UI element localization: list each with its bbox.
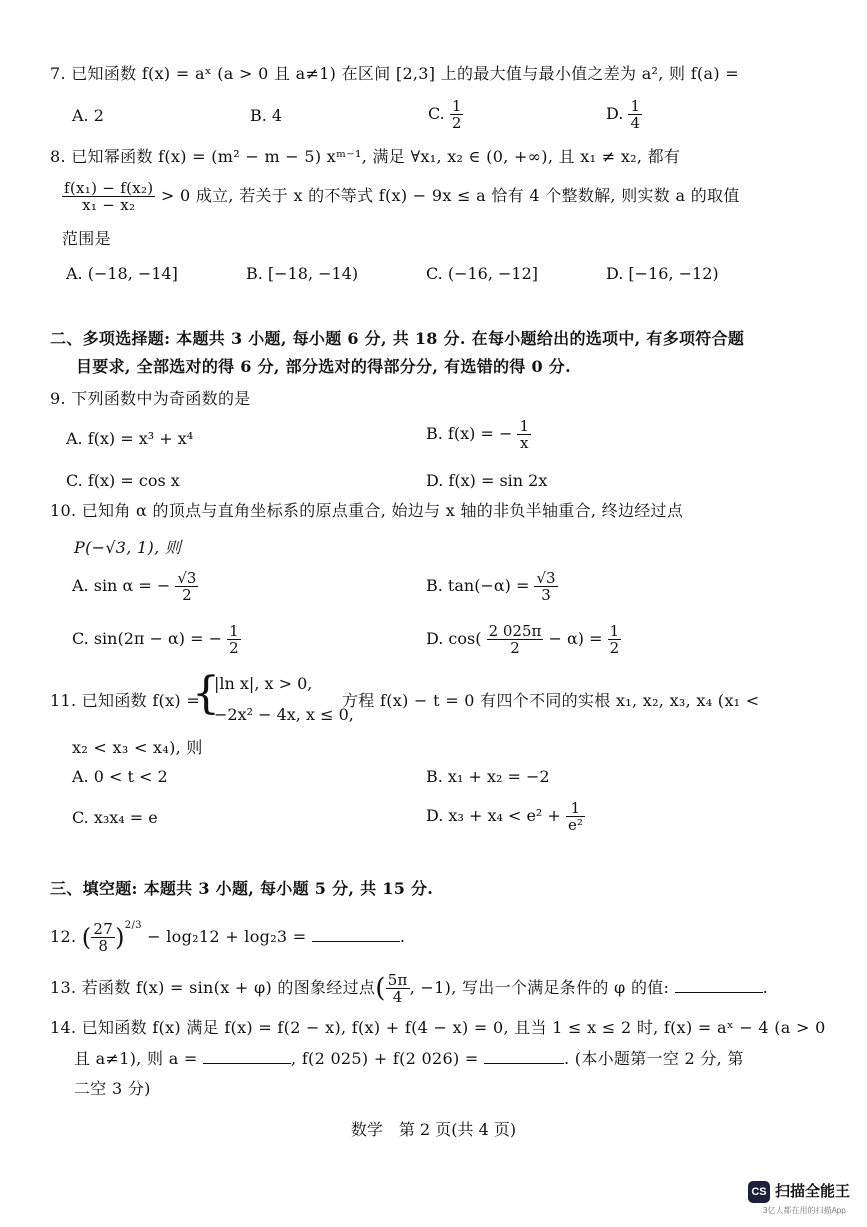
q9-option-d: D. f(x) = sin 2x: [426, 471, 548, 490]
q10-option-b-fraction: [534, 570, 557, 603]
fraction-denominator: 2: [451, 114, 462, 132]
q8-line-3: 范围是: [62, 229, 111, 248]
fraction-denominator: 3: [541, 586, 551, 604]
q9-option-b-prefix: B. f(x) = −: [426, 424, 513, 443]
watermark-name: 扫描全能王: [775, 1183, 851, 1200]
q14-line-3: 二空 3 分): [74, 1079, 151, 1098]
fraction-numerator: 2 025π: [488, 622, 542, 640]
q10-option-d-prefix: D. cos(: [426, 629, 482, 648]
q10-option-b: [426, 570, 558, 603]
q10-option-d-fraction-1: [487, 623, 544, 656]
section-3-heading: 三、填空题: 本题共 3 小题, 每小题 5 分, 共 15 分.: [50, 879, 434, 898]
fraction-denominator: 8: [98, 937, 109, 955]
q9-option-c: C. f(x) = cos x: [66, 471, 180, 490]
fraction-denominator: 2: [609, 639, 620, 657]
q10-line-2: P(−√3, 1), 则: [74, 538, 182, 557]
q11-case-1: |ln x|, x > 0,: [214, 674, 313, 693]
q14-line-2-a: 且 a≠1), 则 a =: [74, 1049, 198, 1068]
fraction-denominator: 2: [510, 639, 520, 657]
q7-option-c-fraction: [450, 98, 464, 131]
fraction-numerator: 1: [519, 417, 529, 435]
q11-option-d: [426, 800, 585, 833]
q8-option-c: C. (−16, −12]: [426, 264, 539, 283]
fraction-denominator: 2: [229, 639, 239, 657]
q10-option-c: [72, 623, 241, 656]
q7-option-d: [606, 98, 642, 131]
q10-option-a-fraction: [175, 570, 198, 603]
q10-option-b-prefix: B. tan(−α) =: [426, 576, 530, 595]
fraction-numerator: 1: [451, 97, 462, 115]
q9-option-b: [426, 418, 531, 451]
q14-line-2-c: . (本小题第一空 2 分, 第: [564, 1049, 744, 1068]
q13-rest: , −1), 写出一个满足条件的 φ 的值:: [409, 978, 670, 997]
q7-option-c-prefix: C.: [428, 104, 445, 123]
q12-line: 12. ( $\frac{27}{8}$ )$^{2/3}$ − log₂12 + log₂3 = .: [50, 920, 406, 955]
q13-answer-blank[interactable]: [675, 978, 763, 993]
q8-fraction: [62, 180, 155, 213]
q9-stem: 9. 下列函数中为奇函数的是: [50, 389, 251, 408]
q10-option-d: [426, 623, 621, 656]
q10-option-a-prefix: A. sin α = −: [72, 576, 171, 595]
fraction-denominator: x: [519, 434, 529, 452]
q10-option-c-fraction: [227, 623, 241, 656]
q14-answer-blank-2[interactable]: [484, 1049, 564, 1064]
q9-option-b-fraction: [517, 418, 531, 451]
fraction-numerator: √3: [536, 569, 556, 587]
q8-option-a: A. (−18, −14]: [66, 264, 178, 283]
q11-option-a: A. 0 < t < 2: [72, 767, 168, 786]
right-paren: ): [115, 923, 125, 952]
fraction-numerator: √3: [177, 569, 197, 587]
q11-option-d-fraction: [566, 800, 585, 833]
q8-line-2-text: > 0 成立, 若关于 x 的不等式 f(x) − 9x ≤ a 恰有 4 个整数解, 则实数 a 的取值: [160, 186, 740, 205]
fraction-denominator: 4: [630, 114, 640, 132]
q7-option-a: A. 2: [72, 106, 104, 125]
q11-stem-prefix: 11. 已知函数 f(x) =: [50, 691, 201, 710]
q9-option-a: A. f(x) = x³ + x⁴: [66, 429, 194, 448]
left-paren: (: [375, 973, 386, 1004]
q7-option-c: [428, 98, 463, 131]
q11-option-c: C. x₃x₄ = e: [72, 808, 158, 827]
fraction-numerator: 1: [630, 97, 640, 115]
q11-option-b: B. x₁ + x₂ = −2: [426, 767, 550, 786]
section-2-heading-line-2: 目要求, 全部选对的得 6 分, 部分选对的得部分分, 有选错的得 0 分.: [76, 357, 571, 376]
q12-fraction: [91, 921, 115, 954]
q10-line-1: 10. 已知角 α 的顶点与直角坐标系的原点重合, 始边与 x 轴的非负半轴重合, 终边经过点: [50, 501, 684, 520]
section-2-heading-line-1: 二、多项选择题: 本题共 3 小题, 每小题 6 分, 共 18 分. 在每小题给出的选项中, 有多项符合题: [50, 329, 745, 348]
q12-exponent: 2/3: [124, 920, 142, 931]
fraction-denominator: 4: [392, 988, 403, 1006]
q14-line-2: [74, 1048, 744, 1070]
fraction-numerator: 5π: [387, 971, 408, 989]
page-footer: 数学 第 2 页(共 4 页): [350, 1120, 517, 1139]
q8-line-1: 8. 已知幂函数 f(x) = (m² − m − 5) xᵐ⁻¹, 满足 ∀x₁, x₂ ∈ (0, +∞), 且 x₁ ≠ x₂, 都有: [50, 147, 681, 166]
q11-stem-rest: 方程 f(x) − t = 0 有四个不同的实根 x₁, x₂, x₃, x₄ (x₁ <: [342, 691, 760, 710]
fraction-numerator: 1: [566, 800, 585, 817]
q13-line: 13. 若函数 f(x) = sin(x + φ) 的图象经过点( $\frac{5\pi}{4}$ , −1), 写出一个满足条件的 φ 的值: .: [50, 971, 769, 1006]
fraction-denominator: x₁ − x₂: [82, 196, 136, 214]
fraction-denominator: e²: [567, 816, 583, 834]
q7-option-d-fraction: [628, 98, 642, 131]
q8-option-b: B. [−18, −14): [246, 264, 359, 283]
fraction-numerator: 27: [93, 920, 114, 938]
q10-option-c-prefix: C. sin(2π − α) = −: [72, 629, 223, 648]
q7-option-b: B. 4: [250, 106, 283, 125]
q14-answer-blank-1[interactable]: [203, 1049, 291, 1064]
q13-prefix: 13. 若函数 f(x) = sin(x + φ) 的图象经过点: [50, 978, 376, 997]
q12-answer-blank[interactable]: [312, 927, 400, 942]
q13-fraction: [386, 972, 410, 1005]
q11-option-d-prefix: D. x₃ + x₄ < e² +: [426, 806, 561, 825]
left-paren: (: [81, 923, 92, 952]
fraction-numerator: 1: [609, 622, 620, 640]
q10-option-d-fraction-2: [608, 623, 622, 656]
q7-stem: 7. 已知函数 f(x) = aˣ (a > 0 且 a≠1) 在区间 [2,3] 上的最大值与最小值之差为 a², 则 f(a) =: [50, 64, 739, 83]
q12-rest: − log₂12 + log₂3 =: [147, 927, 307, 946]
q14-line-1: 14. 已知函数 f(x) 满足 f(x) = f(2 − x), f(x) + f(4 − x) = 0, 且当 1 ≤ x ≤ 2 时, f(x) = aˣ − 4 (a > 0: [50, 1018, 826, 1037]
fraction-denominator: 2: [182, 586, 192, 604]
q11-line-2: x₂ < x₃ < x₄), 则: [72, 738, 203, 757]
q7-option-d-prefix: D.: [606, 104, 624, 123]
q10-option-d-middle: − α) =: [548, 629, 603, 648]
q10-option-a: [72, 570, 198, 603]
q12-number: 12.: [50, 927, 77, 946]
q14-line-2-b: , f(2 025) + f(2 026) =: [291, 1049, 479, 1068]
q11-case-2: −2x² − 4x, x ≤ 0,: [214, 705, 354, 724]
camscanner-logo-icon: CS: [748, 1181, 770, 1203]
q8-line-2: [62, 180, 740, 213]
piecewise-brace: {: [192, 668, 220, 719]
fraction-numerator: 1: [229, 622, 239, 640]
fraction-numerator: f(x₁) − f(x₂): [64, 179, 154, 197]
q8-option-d: D. [−16, −12): [606, 264, 719, 283]
watermark-tagline: 3亿人都在用的扫描App: [763, 1206, 846, 1215]
